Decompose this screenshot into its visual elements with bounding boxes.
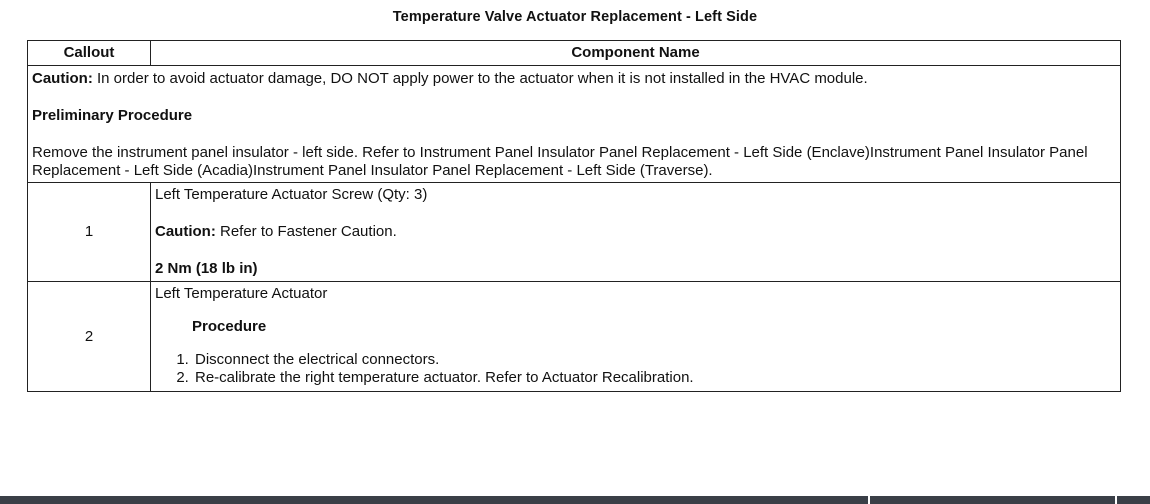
header-callout: Callout — [28, 41, 151, 66]
procedure-step: 1. Disconnect the electrical connectors. — [193, 351, 1116, 369]
table-row — [28, 183, 1121, 282]
bottom-status-bar — [0, 496, 1150, 504]
header-component-name: Component Name — [151, 41, 1121, 66]
bar-divider — [1115, 496, 1117, 504]
procedure-step: 2. Re-calibrate the right temperature actuator. Refer to Actuator Recalibration. — [193, 369, 1116, 387]
component-name: Left Temperature Actuator Screw (Qty: 3) — [155, 186, 428, 203]
callout-number: 1 — [28, 183, 151, 282]
intro-row — [28, 66, 1121, 183]
preliminary-text: Remove the instrument panel insulator - left side. Refer to Instrument Panel Insulator Panel Replacement - Left Side (Enclave)Instrument Panel Insulator Panel Replacement - Left Side (Acadia)Instrument Panel Insulator Panel Replacement - Left Side (Traverse). — [32, 144, 1088, 179]
component-cell — [151, 183, 1121, 282]
preliminary-heading: Preliminary Procedure — [32, 107, 193, 124]
bar-divider — [868, 496, 870, 504]
component-cell — [151, 282, 1121, 392]
caution-text: In order to avoid actuator damage, DO NOT apply power to the actuator when it is not installed in the HVAC module. — [92, 70, 868, 87]
caution-text: Refer to Fastener Caution. — [215, 223, 397, 240]
caution-label: Caution: — [155, 223, 216, 240]
torque-spec: 2 Nm (18 lb in) — [155, 260, 258, 277]
page-title: Temperature Valve Actuator Replacement - Left Side — [392, 9, 758, 25]
table-header-row — [28, 41, 1121, 66]
intro-cell — [28, 66, 1121, 183]
component-table — [27, 40, 1121, 392]
procedure-heading: Procedure — [192, 318, 267, 335]
callout-number: 2 — [28, 282, 151, 392]
component-name: Left Temperature Actuator — [155, 285, 328, 302]
caution-label: Caution: — [32, 70, 93, 87]
procedure-steps — [155, 351, 1116, 387]
caution-note — [32, 70, 1116, 88]
table-row — [28, 282, 1121, 392]
fastener-caution — [155, 223, 1116, 241]
